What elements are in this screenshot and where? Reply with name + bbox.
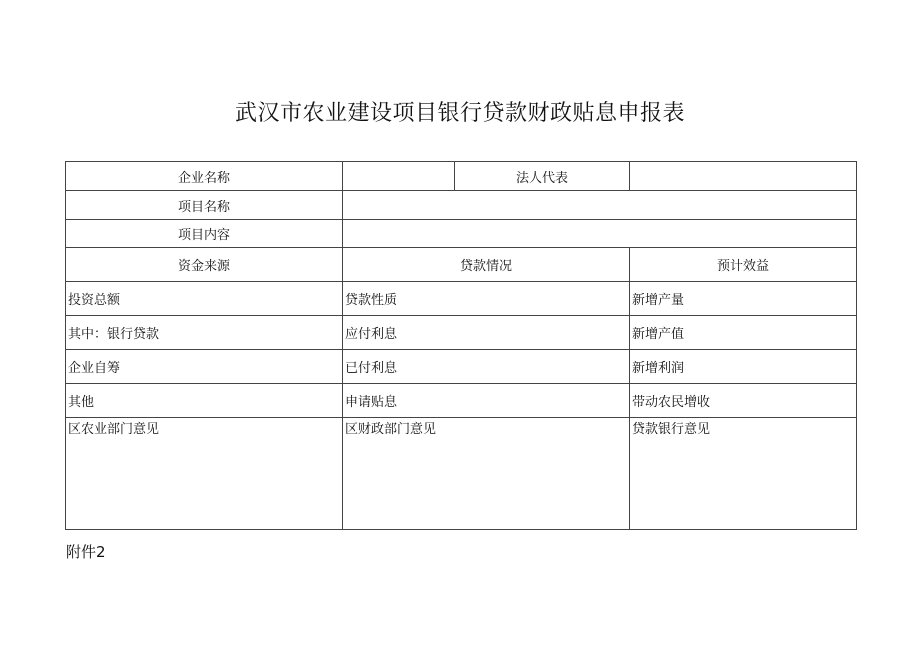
expected-benefit-header: 预计效益 [630,248,857,282]
funding-cell: 投资总额 [66,282,343,316]
project-content-value[interactable] [343,220,857,248]
company-name-value[interactable] [343,162,455,191]
project-content-row [66,220,857,248]
company-row [66,162,857,191]
benefit-cell: 新增产量 [630,282,857,316]
section-header-row [66,248,857,282]
loan-bank-opinion: 贷款银行意见 [630,418,857,530]
attachment-label: 附件2 [66,543,106,561]
loan-status-header: 贷款情况 [343,248,630,282]
project-name-label: 项目名称 [66,191,343,220]
loan-cell: 申请贴息 [343,384,630,418]
project-content-label: 项目内容 [66,220,343,248]
project-name-value[interactable] [343,191,857,220]
table-row [66,316,857,350]
table-row [66,282,857,316]
loan-cell: 贷款性质 [343,282,630,316]
funding-cell: 企业自筹 [66,350,343,384]
funding-source-header: 资金来源 [66,248,343,282]
benefit-cell: 新增利润 [630,350,857,384]
legal-rep-label: 法人代表 [455,162,630,191]
application-form-table [65,161,857,530]
loan-cell: 已付利息 [343,350,630,384]
legal-rep-value[interactable] [630,162,857,191]
opinion-row [66,418,857,530]
district-finance-opinion: 区财政部门意见 [343,418,630,530]
loan-cell: 应付利息 [343,316,630,350]
funding-cell: 其他 [66,384,343,418]
table-row [66,384,857,418]
table-row [66,350,857,384]
company-name-label: 企业名称 [66,162,343,191]
funding-cell: 其中：银行贷款 [66,316,343,350]
benefit-cell: 带动农民增收 [630,384,857,418]
benefit-cell: 新增产值 [630,316,857,350]
district-agri-opinion: 区农业部门意见 [66,418,343,530]
page-title: 武汉市农业建设项目银行贷款财政贴息申报表 [234,101,685,126]
project-name-row [66,191,857,220]
